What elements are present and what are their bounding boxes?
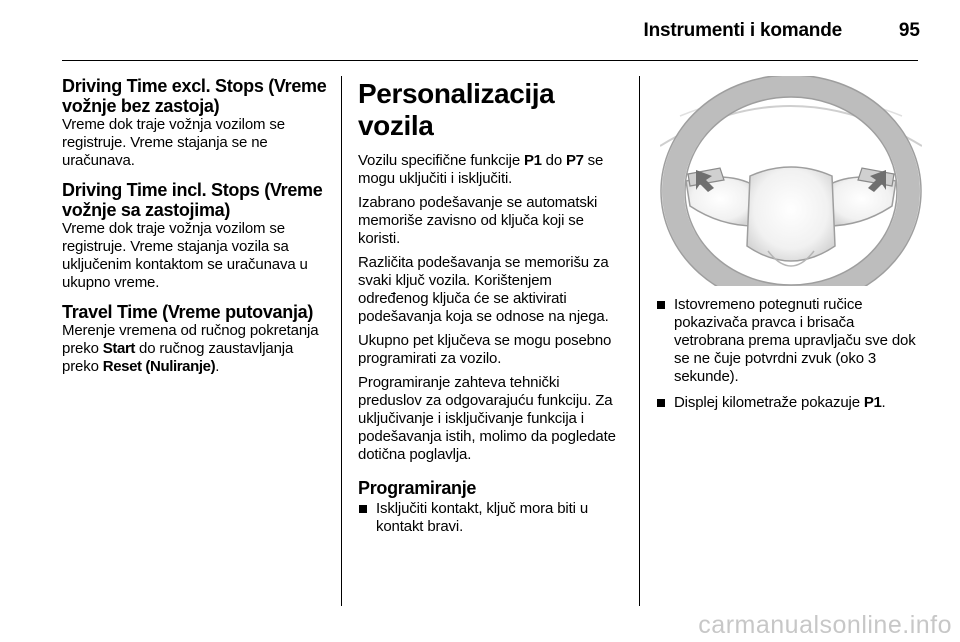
header-divider <box>62 60 918 61</box>
term-p7: P7 <box>566 152 584 169</box>
subheading: Programiranje <box>358 478 477 498</box>
chapter-title: Instrumenti i komande <box>643 20 842 41</box>
term-reset: Reset (Nuliranje) <box>102 358 216 375</box>
text-run: se mogu uključiti i isključiti. <box>358 152 604 187</box>
section-driving-time-excl <box>62 76 330 170</box>
section-heading: Driving Time incl. Stops (Vreme vožnje sa zastojima) <box>62 180 323 220</box>
list-item <box>656 296 918 386</box>
steering-wheel-icon <box>660 76 922 286</box>
term-p1: P1 <box>863 394 882 411</box>
intro-paragraph <box>358 152 626 188</box>
paragraph: Ukupno pet ključeva se mogu posebno programirati za vozilo. <box>358 332 612 367</box>
paragraph: Izabrano podešavanje se automatski memoriše zavisno od ključa koji se koristi. <box>358 194 598 247</box>
term-p1: P1 <box>524 152 542 169</box>
list-item <box>656 394 918 412</box>
steering-wheel-illustration <box>660 76 922 286</box>
section-body: Vreme dok traje vožnja vozilom se registruje. Vreme stajanja se ne uračunava. <box>62 116 285 169</box>
page-header <box>0 0 960 62</box>
section-heading: Travel Time (Vreme putovanja) <box>62 302 314 322</box>
text-run: Vozilu specifične funkcije <box>358 152 525 169</box>
section-body <box>62 322 330 376</box>
bullet-square-icon <box>657 399 665 407</box>
right-column <box>656 76 918 412</box>
text-run: do ručnog zaustavljanja preko <box>62 340 294 375</box>
column-divider-right <box>639 76 640 606</box>
middle-column <box>358 76 626 536</box>
text-run: . <box>215 358 220 375</box>
page-number: 95 <box>898 20 920 41</box>
bullet-square-icon <box>657 301 665 309</box>
paragraph: Programiranje zahteva tehnički preduslov za odgovarajuću funkciju. Za uključivanje i isključivanje funkcija i podešavanja istih, molimo da pogledate dotična poglavlja. <box>358 374 616 463</box>
bullet-square-icon <box>359 505 367 513</box>
section-title: Personalizacija vozila <box>358 78 555 141</box>
section-travel-time <box>62 302 330 376</box>
paragraph: Različita podešavanja se memorišu za svaki ključ vozila. Korištenjem određenog ključa će se aktivirati podešavanja koja se odnose na njega. <box>358 254 609 325</box>
text-run: . <box>881 394 886 411</box>
list-item-text: Istovremeno potegnuti ručice pokazivača pravca i brisača vetrobrana prema upravljaču sve dok se ne čuje potvrdni zvuk (oko 3 sekunde). <box>674 296 916 385</box>
section-heading: Driving Time excl. Stops (Vreme vožnje bez zastoja) <box>62 76 327 116</box>
term-start: Start <box>102 340 135 357</box>
text-run: Merenje vremena od ručnog pokretanja preko <box>62 322 319 357</box>
watermark: carmanualsonline.info <box>698 611 952 639</box>
column-divider-left <box>341 76 342 606</box>
list-item <box>358 500 626 536</box>
list-item-text <box>674 394 886 411</box>
left-column <box>62 76 330 386</box>
section-body: Vreme dok traje vožnja vozilom se registruje. Vreme stajanja vozila sa uključenim kontaktom se uračunava u ukupno vreme. <box>62 220 308 291</box>
text-run: Displej kilometraže pokazuje <box>674 394 864 411</box>
section-driving-time-incl <box>62 180 330 292</box>
text-run: do <box>541 152 567 169</box>
list-item-text: Isključiti kontakt, ključ mora biti u kontakt bravi. <box>376 500 589 535</box>
